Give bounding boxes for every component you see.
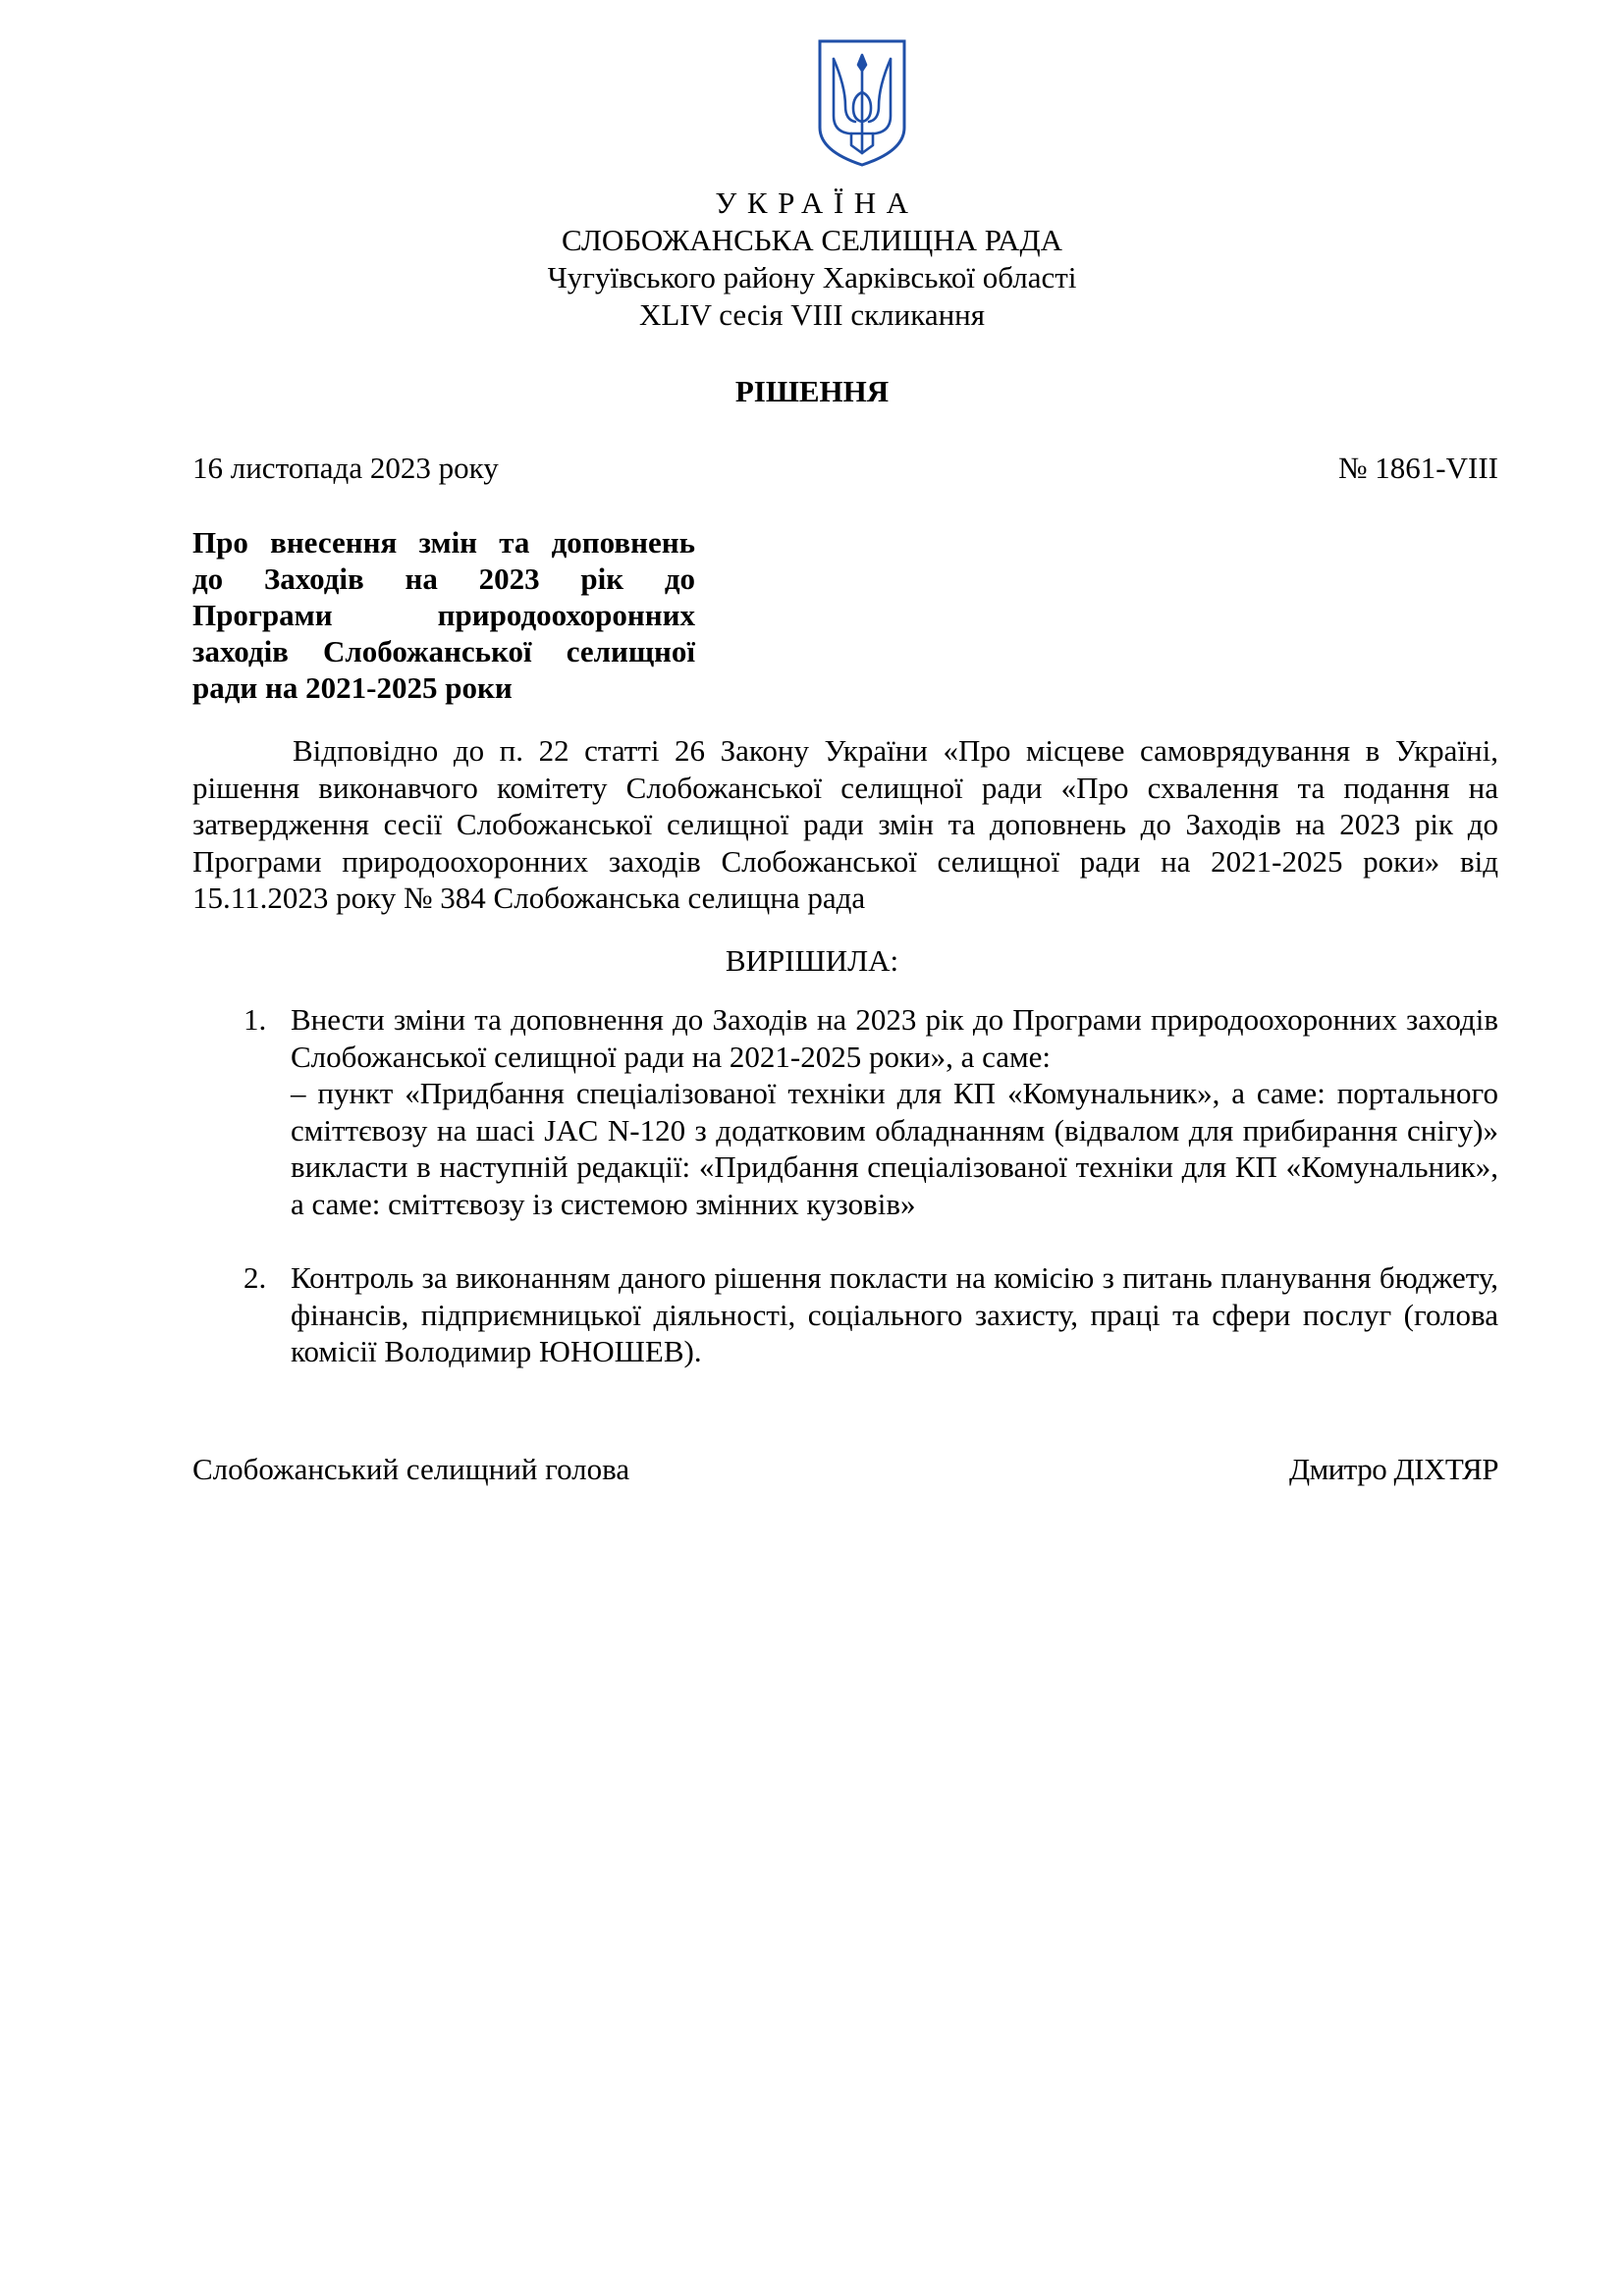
ukraine-trident-emblem-icon — [816, 37, 908, 169]
signatory-position: Слобожанський селищний голова — [192, 1452, 630, 1486]
item-text: Контроль за виконанням даного рішення покласти на комісію з питань планування бюджету, фінансів, підприємницької діяльності, соціального захисту, праці та сфери послуг (голова комісії Володимир ЮНОШЕВ). — [291, 1260, 1498, 1368]
resolved-heading: ВИРІШИЛА: — [725, 943, 899, 978]
subject-line: Про внесення змін та доповнень — [192, 525, 695, 560]
subject-line: заходів Слобожанської селищної — [192, 634, 695, 668]
subject-line: Програми природоохоронних — [192, 598, 695, 632]
document-number: № 1861-VIII — [1337, 451, 1498, 485]
country-name: УКРАЇНА — [715, 186, 919, 220]
document-title: РІШЕННЯ — [734, 374, 890, 408]
decision-subject — [192, 524, 695, 706]
preamble-paragraph: Відповідно до п. 22 статті 26 Закону України «Про місцеве самоврядування в Україні, рішення виконавчого комітету Слобожанської селищної ради «Про схвалення та подання на затвердження сесії Слобожанської селищної ради змін та доповнень до Заходів на 2023 рік до Програми природоохоронних заходів Слобожанської селищної ради на 2021-2025 роки» від 15.11.2023 року № 384 Слобожанська селищна рада — [192, 733, 1498, 915]
item-text: Внести зміни та доповнення до Заходів на 2023 рік до Програми природоохоронних заходів Слобожанської селищної ради на 2021-2025 роки», а саме: — [291, 1002, 1498, 1074]
session-name: XLIV сесія VIII скликання — [638, 297, 986, 332]
resolution-item — [192, 1001, 1498, 1222]
document-date: 16 листопада 2023 року — [192, 451, 499, 485]
subject-line: до Заходів на 2023 рік до — [192, 561, 695, 596]
resolution-items — [192, 1001, 1498, 1370]
item-number: 1. — [244, 1002, 267, 1037]
item-subtext: – пункт «Придбання спеціалізованої техніки для КП «Комунальник», а саме: портального сміттєвозу на шасі JAC N-120 з додатковим обладнанням (відвалом для прибирання снігу)» викласти в наступній редакції: «Придбання спеціалізованої техніки для КП «Комунальник», а саме: сміттєвозу із системою змінних кузовів» — [291, 1076, 1498, 1221]
subject-line: ради на 2021-2025 роки — [192, 670, 513, 705]
resolution-item — [192, 1259, 1498, 1370]
council-name: СЛОБОЖАНСЬКА СЕЛИЩНА РАДА — [562, 223, 1062, 257]
district-name: Чугуївського району Харківської області — [547, 260, 1077, 294]
signatory-name: Дмитро ДІХТЯР — [1288, 1452, 1498, 1486]
item-number: 2. — [244, 1260, 267, 1295]
